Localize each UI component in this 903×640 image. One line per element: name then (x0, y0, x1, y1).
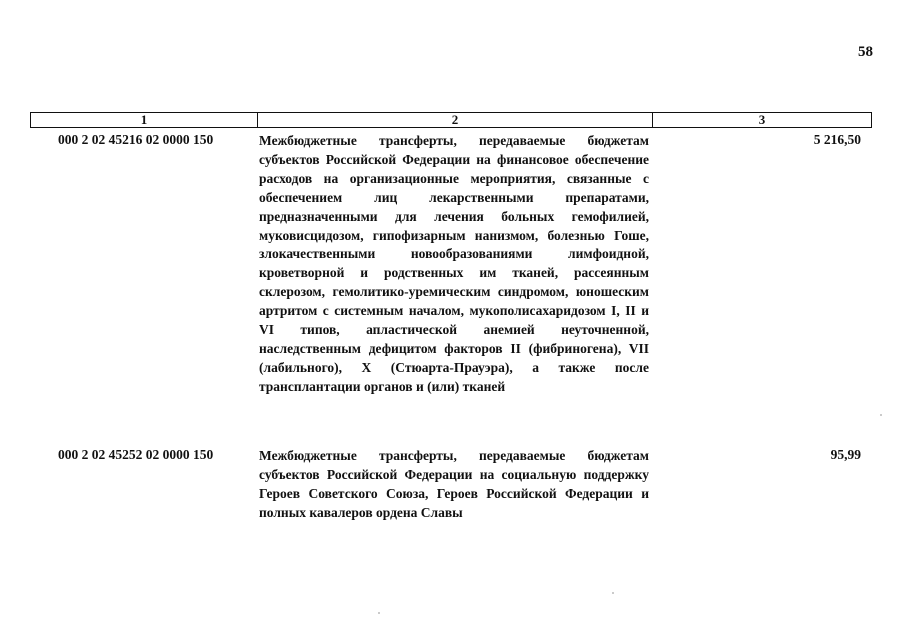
header-col-3: 3 (758, 112, 766, 127)
header-col-2: 2 (258, 113, 653, 127)
row-amount: 95,99 (830, 447, 861, 462)
budget-code: 000 2 02 45252 02 0000 150 (58, 447, 214, 462)
page-number: 58 (858, 44, 873, 60)
scan-speck (612, 592, 614, 594)
row-description: Межбюджетные трансферты, передаваемые бюджетам субъектов Российской Федерации на социальную поддержку Героев Советского Союза, Героев Российской Федерации и полных кавалеров ордена Славы (259, 448, 649, 520)
table-header (30, 112, 872, 128)
header-col-1: 1 (31, 113, 258, 127)
row-amount: 5 216,50 (813, 132, 861, 147)
scan-speck (378, 612, 380, 614)
row-description: Межбюджетные трансферты, передаваемые бюджетам субъектов Российской Федерации на финансовое обеспечение расходов на организационные мероприятия, связанные с обеспечением лиц лекарственными препаратами, предназначенными для лечения больных гемофилией, муковисцидозом, гипофизарным нанизмом, болезнью Гоше, злокачественными новообразованиями лимфоидной, кроветворной и родственных им тканей, рассеянным склерозом, гемолитико-уремическим синдромом, юношеским артритом с системным началом, мукополисахаридозом I, II и VI типов, апластической анемией неуточненной, наследственным дефицитом факторов II (фибриногена), VII (лабильного), X (Стюарта-Прауэра), а также после трансплантации органов и (или) тканей (259, 133, 649, 394)
scan-speck (880, 414, 882, 416)
budget-code: 000 2 02 45216 02 0000 150 (58, 132, 214, 147)
